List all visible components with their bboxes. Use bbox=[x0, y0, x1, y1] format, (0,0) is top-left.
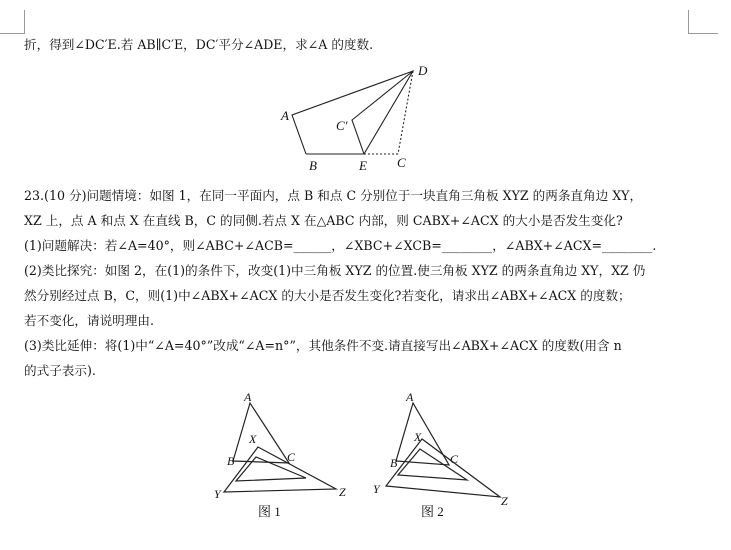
fig1-label-C: C bbox=[287, 450, 296, 464]
label-E: E bbox=[359, 158, 367, 173]
fig1-triangle-abc bbox=[233, 403, 289, 463]
crop-mark-right-vertical bbox=[688, 10, 689, 34]
top-text-line: 折，得到∠DC′E.若 AB∥C′E，DC′平分∠ADE，求∠A 的度数. bbox=[24, 37, 374, 52]
fig2-label-X: X bbox=[414, 430, 422, 444]
label-C: C bbox=[397, 155, 406, 170]
fig2-label-Z: Z bbox=[501, 494, 508, 508]
label-C-prime: C′ bbox=[336, 118, 348, 133]
top-figure bbox=[270, 60, 450, 175]
problem-line-1: 23.(10 分)问题情境：如图 1，在同一平面内，点 B 和点 C 分别位于一块直角三角板 XYZ 的两条直角边 XY， bbox=[24, 188, 643, 203]
fig1-caption: 图 1 bbox=[258, 504, 281, 519]
fig2-label-Y: Y bbox=[373, 482, 380, 496]
crop-mark-left-vertical bbox=[24, 10, 25, 34]
problem-line-7: (3)类比延伸：将(1)中“∠A=40°”改成“∠A=n°”，其他条件不变.请直接写出∠ABX+∠ACX 的度数(用含 n bbox=[24, 338, 622, 353]
fig1-label-A: A bbox=[244, 390, 252, 404]
fig2-label-A: A bbox=[406, 390, 414, 404]
fig1-set-square-inner bbox=[236, 457, 306, 481]
figure-1 bbox=[200, 385, 360, 525]
label-A: A bbox=[281, 108, 289, 123]
fig1-label-X: X bbox=[249, 432, 257, 446]
fig1-label-Z: Z bbox=[339, 485, 346, 499]
fig1-set-square-outer bbox=[224, 447, 336, 492]
fig2-label-C: C bbox=[450, 452, 459, 466]
fig1-label-Y: Y bbox=[214, 487, 221, 501]
problem-line-2: XZ 上，点 A 和点 X 在直线 B，C 的同侧.若点 X 在△ABC 内部，则 CABX+∠ACX 的大小是否发生变化? bbox=[24, 213, 623, 228]
problem-line-8: 的式子表示). bbox=[24, 363, 96, 378]
fig2-set-square-outer bbox=[386, 439, 500, 497]
problem-line-6: 若不变化，请说明理由. bbox=[24, 313, 154, 328]
label-D: D bbox=[418, 63, 428, 78]
problem-line-5: 然分别经过点 B，C，则(1)中∠ABX+∠ACX 的大小是否发生变化?若变化，请求出∠ABX+∠ACX 的度数； bbox=[24, 288, 631, 303]
crop-mark-left-horizontal bbox=[0, 33, 25, 34]
fold-triangle bbox=[352, 71, 413, 154]
quad-outline bbox=[292, 71, 413, 154]
problem-line-4: (2)类比探究：如图 2，在(1)的条件下，改变(1)中三角板 XYZ 的位置.使三角板 XYZ 的两条直角边 XY，XZ 仍 bbox=[24, 263, 646, 278]
fig2-caption: 图 2 bbox=[421, 504, 444, 519]
fig1-label-B: B bbox=[227, 454, 235, 468]
label-B: B bbox=[309, 158, 317, 173]
crop-mark-right-horizontal bbox=[688, 33, 718, 34]
figure-2 bbox=[365, 385, 525, 525]
problem-line-3: (1)问题解决：若∠A=40°，则∠ABC+∠ACB=______，∠XBC+∠XCB=________，∠ABX+∠ACX=________. bbox=[24, 238, 657, 253]
fig2-triangle-abc bbox=[396, 403, 449, 465]
fig2-label-B: B bbox=[390, 456, 398, 470]
